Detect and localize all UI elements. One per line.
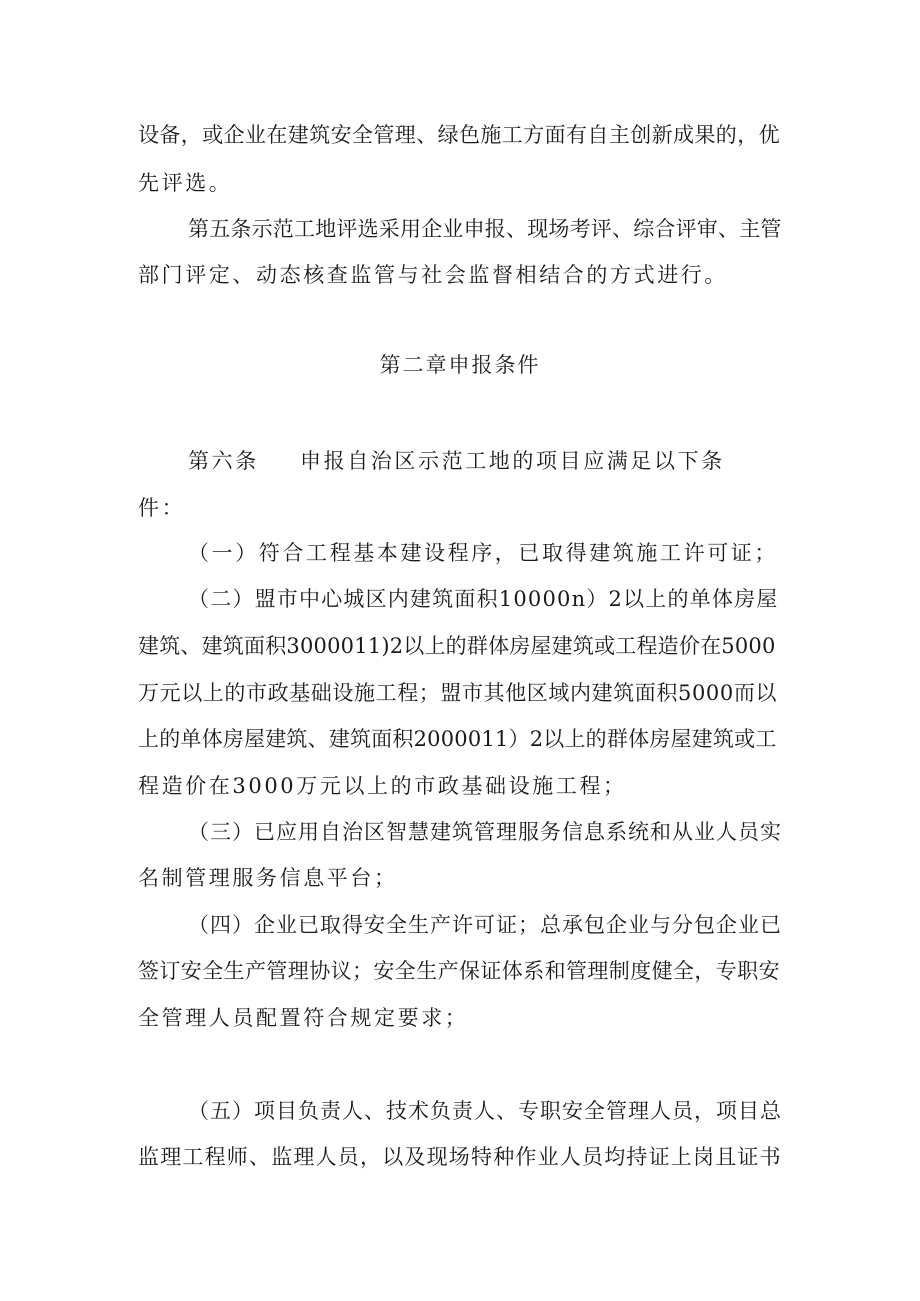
chapter-heading: 第二章申报条件 — [379, 353, 541, 377]
article-continuation: 件： — [138, 496, 186, 520]
list-item: （四）企业已取得安全生产许可证；总承包企业与分包企业已 — [188, 913, 782, 937]
list-item: （三）已应用自治区智慧建筑管理服务信息系统和从业人员实 — [188, 820, 782, 844]
paragraph-line: 第五条示范工地评选采用企业申报、现场考评、综合评审、主管 — [188, 217, 782, 241]
paragraph-line: 先评选。 — [138, 171, 233, 195]
list-item: 全管理人员配置符合规定要求； — [138, 1006, 469, 1030]
article-label: 第六条 — [188, 449, 259, 473]
list-item: 上的单体房屋建筑、建筑面积2000011）2以上的群体房屋建筑或工 — [138, 727, 777, 751]
list-item: （五）项目负责人、技术负责人、专职安全管理人员，项目总 — [188, 1099, 782, 1123]
article-text: 申报自治区示范工地的项目应满足以下条 — [300, 449, 725, 473]
list-item: （一）符合工程基本建设程序，已取得建筑施工许可证； — [188, 541, 778, 565]
paragraph-line: 设备，或企业在建筑安全管理、绿色施工方面有自主创新成果的，优 — [138, 123, 780, 147]
list-item: 监理工程师、监理人员，以及现场特种作业人员均持证上岗且证书 — [138, 1145, 782, 1169]
list-item: 万元以上的市政基础设施工程；盟市其他区域内建筑面积5000而以 — [138, 681, 778, 705]
paragraph-line: 部门评定、动态核查监管与社会监督相结合的方式进行。 — [138, 263, 728, 287]
list-item: 程造价在3000万元以上的市政基础设施工程； — [138, 774, 627, 798]
list-item: 名制管理服务信息平台； — [138, 866, 398, 890]
list-item: 签订安全生产管理协议；安全生产保证体系和管理制度健全，专职安 — [138, 959, 780, 983]
list-item: 建筑、建筑面积3000011)2以上的群体房屋建筑或工程造价在5000 — [138, 634, 776, 658]
list-item: （二）盟市中心城区内建筑面积10000n）2以上的单体房屋 — [188, 587, 779, 611]
